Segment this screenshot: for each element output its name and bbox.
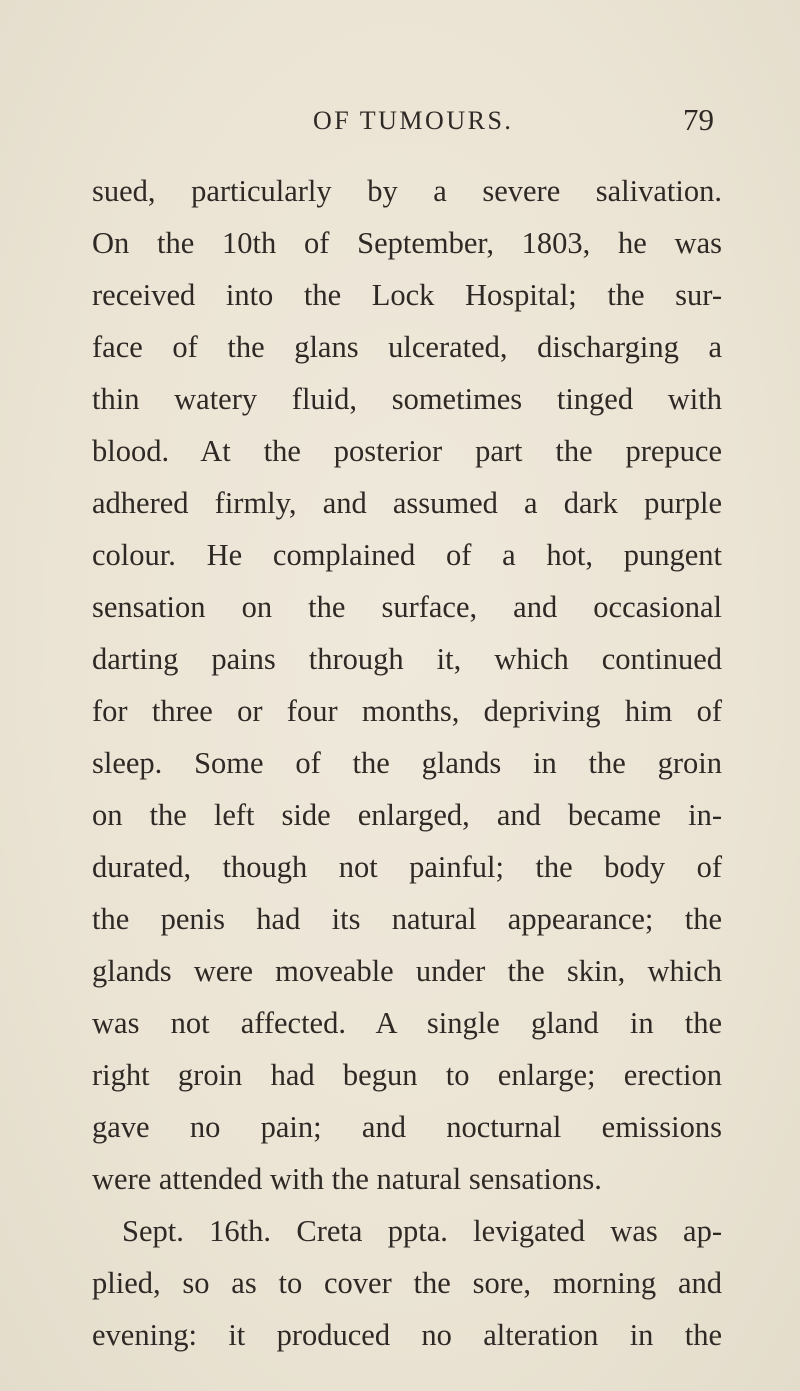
- text-line: plied, so as to cover the sore, morning and: [92, 1266, 722, 1300]
- text-line: for three or four months, depriving him of: [92, 694, 722, 728]
- text-line: gave no pain; and nocturnal emissions: [92, 1110, 722, 1144]
- text-line: adhered firmly, and assumed a dark purple: [92, 486, 722, 520]
- text-line: colour. He complained of a hot, pungent: [92, 538, 722, 572]
- running-head: [0, 102, 800, 142]
- text-line: received into the Lock Hospital; the sur-: [92, 278, 722, 312]
- text-line-paragraph-start: Sept. 16th. Creta ppta. levigated was ap-: [122, 1214, 722, 1248]
- text-line: sleep. Some of the glands in the groin: [92, 746, 722, 780]
- text-line: the penis had its natural appearance; the: [92, 902, 722, 936]
- text-line: glands were moveable under the skin, which: [92, 954, 722, 988]
- text-line: evening: it produced no alteration in the: [92, 1318, 722, 1352]
- text-line: darting pains through it, which continued: [92, 642, 722, 676]
- text-line: blood. At the posterior part the prepuce: [92, 434, 722, 468]
- text-line: face of the glans ulcerated, discharging a: [92, 330, 722, 364]
- page-number: 79: [683, 102, 714, 137]
- text-line: right groin had begun to enlarge; erection: [92, 1058, 722, 1092]
- text-line: sued, particularly by a severe salivation.: [92, 174, 722, 208]
- text-line: was not affected. A single gland in the: [92, 1006, 722, 1040]
- text-line: thin watery fluid, sometimes tinged with: [92, 382, 722, 416]
- text-line: On the 10th of September, 1803, he was: [92, 226, 722, 260]
- text-line: sensation on the surface, and occasional: [92, 590, 722, 624]
- text-line: on the left side enlarged, and became in-: [92, 798, 722, 832]
- body-text: [92, 165, 722, 1361]
- text-line: durated, though not painful; the body of: [92, 850, 722, 884]
- running-title: OF TUMOURS.: [313, 106, 514, 135]
- text-line-paragraph-end: were attended with the natural sensations.: [92, 1162, 602, 1196]
